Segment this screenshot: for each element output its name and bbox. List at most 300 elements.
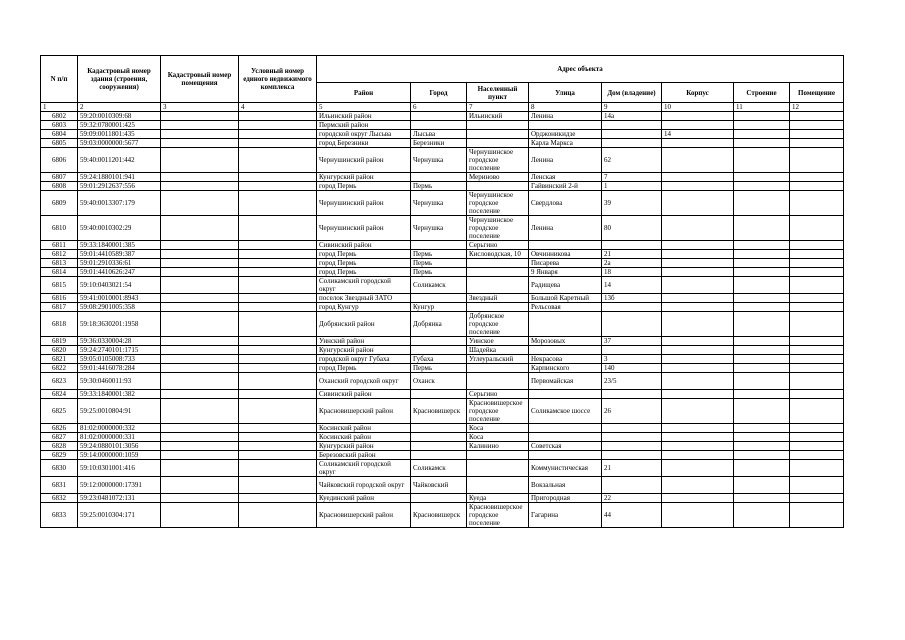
conditional-number-cell xyxy=(239,259,317,268)
stroenie-cell xyxy=(734,130,790,139)
cadastral-premises-cell xyxy=(161,216,239,241)
stroenie-cell xyxy=(734,355,790,364)
cadastral-premises-cell xyxy=(161,241,239,250)
house-cell xyxy=(602,346,662,355)
pomeshchenie-cell xyxy=(790,373,844,390)
table-row xyxy=(41,216,844,241)
house-cell xyxy=(602,424,662,433)
row-number-cell: 6805 xyxy=(41,139,78,148)
cadastral-premises-cell xyxy=(161,191,239,216)
house-cell: 14 xyxy=(602,277,662,294)
stroenie-cell xyxy=(734,139,790,148)
korpus-cell xyxy=(662,477,734,494)
korpus-cell xyxy=(662,451,734,460)
cadastral-building-cell: 59:10:0403021:54 xyxy=(78,277,161,294)
row-number-cell: 6821 xyxy=(41,355,78,364)
district-cell: Кунгурский район xyxy=(317,442,411,451)
conditional-number-cell xyxy=(239,494,317,503)
district-cell: городской округ Лысьва xyxy=(317,130,411,139)
row-number-cell: 6809 xyxy=(41,191,78,216)
column-number: 11 xyxy=(734,103,790,112)
city-cell: Красновишерск xyxy=(411,503,467,528)
house-cell xyxy=(602,121,662,130)
stroenie-cell xyxy=(734,182,790,191)
stroenie-cell xyxy=(734,433,790,442)
street-cell xyxy=(529,390,602,399)
street-cell: Гайвинский 2-й xyxy=(529,182,602,191)
conditional-number-cell xyxy=(239,337,317,346)
conditional-number-cell xyxy=(239,433,317,442)
city-cell: Добрянка xyxy=(411,312,467,337)
stroenie-cell xyxy=(734,460,790,477)
pomeshchenie-cell xyxy=(790,494,844,503)
table-row xyxy=(41,433,844,442)
table-row xyxy=(41,346,844,355)
row-number-cell: 6806 xyxy=(41,148,78,173)
stroenie-cell xyxy=(734,259,790,268)
header-korpus: Корпус xyxy=(662,83,734,103)
district-cell: Кунгурский район xyxy=(317,173,411,182)
cadastral-premises-cell xyxy=(161,390,239,399)
pomeshchenie-cell xyxy=(790,442,844,451)
house-cell: 13б xyxy=(602,294,662,303)
korpus-cell xyxy=(662,390,734,399)
city-cell: Соликамск xyxy=(411,460,467,477)
row-number-cell: 6804 xyxy=(41,130,78,139)
register-sheet xyxy=(40,55,844,528)
cadastral-premises-cell xyxy=(161,268,239,277)
row-number-cell: 6826 xyxy=(41,424,78,433)
house-cell: 21 xyxy=(602,250,662,259)
cadastral-building-cell: 59:18:3630201:1958 xyxy=(78,312,161,337)
settlement-cell: Калинино xyxy=(467,442,529,451)
row-number-cell: 6825 xyxy=(41,399,78,424)
stroenie-cell xyxy=(734,390,790,399)
row-number-cell: 6814 xyxy=(41,268,78,277)
cadastral-premises-cell xyxy=(161,121,239,130)
pomeshchenie-cell xyxy=(790,112,844,121)
street-cell: Овчинникова xyxy=(529,250,602,259)
street-cell: Карла Маркса xyxy=(529,139,602,148)
row-number-cell: 6820 xyxy=(41,346,78,355)
stroenie-cell xyxy=(734,424,790,433)
table-row xyxy=(41,312,844,337)
settlement-cell xyxy=(467,277,529,294)
district-cell: Пермский район xyxy=(317,121,411,130)
cadastral-premises-cell xyxy=(161,433,239,442)
conditional-number-cell xyxy=(239,294,317,303)
korpus-cell xyxy=(662,399,734,424)
conditional-number-cell xyxy=(239,424,317,433)
district-cell: Оханский городской округ xyxy=(317,373,411,390)
street-cell: Морозовых xyxy=(529,337,602,346)
house-cell: 3 xyxy=(602,355,662,364)
cadastral-premises-cell xyxy=(161,364,239,373)
table-row xyxy=(41,182,844,191)
district-cell: Чернушинский район xyxy=(317,216,411,241)
pomeshchenie-cell xyxy=(790,390,844,399)
district-cell: Красновишерский район xyxy=(317,503,411,528)
conditional-number-cell xyxy=(239,250,317,259)
cadastral-premises-cell xyxy=(161,277,239,294)
district-cell: поселок Звездный ЗАТО xyxy=(317,294,411,303)
settlement-cell xyxy=(467,373,529,390)
settlement-cell: Чернушинское городское поселение xyxy=(467,148,529,173)
cadastral-premises-cell xyxy=(161,250,239,259)
cadastral-premises-cell xyxy=(161,460,239,477)
header-cadastral-premises: Кадастровый номер помещения xyxy=(161,56,239,103)
korpus-cell xyxy=(662,460,734,477)
settlement-cell: Коса xyxy=(467,433,529,442)
header-num: N п/п xyxy=(41,56,78,103)
settlement-cell xyxy=(467,259,529,268)
row-number-cell: 6819 xyxy=(41,337,78,346)
table-row xyxy=(41,460,844,477)
settlement-cell: Коса xyxy=(467,424,529,433)
conditional-number-cell xyxy=(239,191,317,216)
settlement-cell: Ильинский xyxy=(467,112,529,121)
district-cell: Добрянский район xyxy=(317,312,411,337)
settlement-cell: Чернушинское городское поселение xyxy=(467,216,529,241)
district-cell: Куединский район xyxy=(317,494,411,503)
city-cell xyxy=(411,433,467,442)
row-number-cell: 6828 xyxy=(41,442,78,451)
conditional-number-cell xyxy=(239,216,317,241)
stroenie-cell xyxy=(734,268,790,277)
street-cell xyxy=(529,346,602,355)
stroenie-cell xyxy=(734,503,790,528)
cadastral-premises-cell xyxy=(161,355,239,364)
cadastral-premises-cell xyxy=(161,182,239,191)
pomeshchenie-cell xyxy=(790,216,844,241)
settlement-cell xyxy=(467,451,529,460)
korpus-cell xyxy=(662,355,734,364)
cadastral-building-cell: 59:33:1840001:382 xyxy=(78,390,161,399)
street-cell: Свердлова xyxy=(529,191,602,216)
house-cell xyxy=(602,442,662,451)
korpus-cell xyxy=(662,303,734,312)
cadastral-premises-cell xyxy=(161,503,239,528)
row-number-cell: 6813 xyxy=(41,259,78,268)
street-cell: Вокзальная xyxy=(529,477,602,494)
cadastral-premises-cell xyxy=(161,139,239,148)
stroenie-cell xyxy=(734,442,790,451)
settlement-cell: Уинское xyxy=(467,337,529,346)
house-cell: 37 xyxy=(602,337,662,346)
table-row xyxy=(41,364,844,373)
district-cell: Сивинский район xyxy=(317,241,411,250)
district-cell: городской округ Губаха xyxy=(317,355,411,364)
settlement-cell: Мериново xyxy=(467,173,529,182)
house-cell: 26 xyxy=(602,399,662,424)
settlement-cell: Кисловодская, 10 xyxy=(467,250,529,259)
street-cell: Радищева xyxy=(529,277,602,294)
stroenie-cell xyxy=(734,148,790,173)
street-cell: Соликамское шоссе xyxy=(529,399,602,424)
district-cell: Соликамский городской округ xyxy=(317,277,411,294)
cadastral-premises-cell xyxy=(161,312,239,337)
row-number-cell: 6812 xyxy=(41,250,78,259)
settlement-cell: Красновишерское городское поселение xyxy=(467,399,529,424)
city-cell: Оханск xyxy=(411,373,467,390)
row-number-cell: 6823 xyxy=(41,373,78,390)
stroenie-cell xyxy=(734,277,790,294)
korpus-cell xyxy=(662,148,734,173)
district-cell: город Пермь xyxy=(317,182,411,191)
cadastral-building-cell: 59:03:0000000:5677 xyxy=(78,139,161,148)
house-cell xyxy=(602,477,662,494)
korpus-cell xyxy=(662,121,734,130)
korpus-cell xyxy=(662,503,734,528)
cadastral-premises-cell xyxy=(161,494,239,503)
street-cell xyxy=(529,424,602,433)
settlement-cell xyxy=(467,303,529,312)
city-cell: Кунгур xyxy=(411,303,467,312)
column-number: 3 xyxy=(161,103,239,112)
conditional-number-cell xyxy=(239,451,317,460)
house-cell: 18 xyxy=(602,268,662,277)
row-number-cell: 6811 xyxy=(41,241,78,250)
korpus-cell xyxy=(662,277,734,294)
korpus-cell xyxy=(662,173,734,182)
cadastral-building-cell: 59:25:0010304:171 xyxy=(78,503,161,528)
cadastral-building-cell: 59:24:1880101:941 xyxy=(78,173,161,182)
conditional-number-cell xyxy=(239,460,317,477)
city-cell: Чернушка xyxy=(411,191,467,216)
city-cell: Пермь xyxy=(411,182,467,191)
settlement-cell: Шадейка xyxy=(467,346,529,355)
stroenie-cell xyxy=(734,312,790,337)
pomeshchenie-cell xyxy=(790,191,844,216)
district-cell: Чайковский городской округ xyxy=(317,477,411,494)
street-cell: Советская xyxy=(529,442,602,451)
settlement-cell xyxy=(467,139,529,148)
cadastral-building-cell: 59:40:0010302:29 xyxy=(78,216,161,241)
street-cell: Гагарина xyxy=(529,503,602,528)
stroenie-cell xyxy=(734,477,790,494)
row-number-cell: 6832 xyxy=(41,494,78,503)
conditional-number-cell xyxy=(239,121,317,130)
street-cell: Ленина xyxy=(529,216,602,241)
korpus-cell: 14 xyxy=(662,130,734,139)
pomeshchenie-cell xyxy=(790,173,844,182)
cadastral-building-cell: 59:23:0481072:131 xyxy=(78,494,161,503)
cadastral-building-cell: 59:40:0011201:442 xyxy=(78,148,161,173)
cadastral-building-cell: 59:32:0780001:425 xyxy=(78,121,161,130)
korpus-cell xyxy=(662,494,734,503)
stroenie-cell xyxy=(734,216,790,241)
conditional-number-cell xyxy=(239,268,317,277)
table-row xyxy=(41,173,844,182)
city-cell: Губаха xyxy=(411,355,467,364)
table-row xyxy=(41,477,844,494)
house-cell: 14а xyxy=(602,112,662,121)
conditional-number-cell xyxy=(239,148,317,173)
pomeshchenie-cell xyxy=(790,139,844,148)
header-house: Дом (владение) xyxy=(602,83,662,103)
conditional-number-cell xyxy=(239,182,317,191)
pomeshchenie-cell xyxy=(790,346,844,355)
house-cell xyxy=(602,451,662,460)
column-number: 1 xyxy=(41,103,78,112)
conditional-number-cell xyxy=(239,364,317,373)
house-cell: 1 xyxy=(602,182,662,191)
column-number: 5 xyxy=(317,103,411,112)
street-cell xyxy=(529,312,602,337)
pomeshchenie-cell xyxy=(790,460,844,477)
house-cell: 22 xyxy=(602,494,662,503)
register-body xyxy=(41,112,844,528)
city-cell: Пермь xyxy=(411,259,467,268)
settlement-cell: Красновишерское городское поселение xyxy=(467,503,529,528)
street-cell: Ленская xyxy=(529,173,602,182)
stroenie-cell xyxy=(734,241,790,250)
street-cell: Писарева xyxy=(529,259,602,268)
city-cell: Чернушка xyxy=(411,216,467,241)
table-row xyxy=(41,268,844,277)
header-street: Улица xyxy=(529,83,602,103)
city-cell xyxy=(411,390,467,399)
column-number: 2 xyxy=(78,103,161,112)
house-cell: 80 xyxy=(602,216,662,241)
row-number-cell: 6802 xyxy=(41,112,78,121)
table-row xyxy=(41,337,844,346)
street-cell: Ленина xyxy=(529,148,602,173)
house-cell: 23/5 xyxy=(602,373,662,390)
conditional-number-cell xyxy=(239,112,317,121)
table-row xyxy=(41,494,844,503)
cadastral-building-cell: 59:24:2740101:1715 xyxy=(78,346,161,355)
korpus-cell xyxy=(662,139,734,148)
stroenie-cell xyxy=(734,494,790,503)
pomeshchenie-cell xyxy=(790,130,844,139)
city-cell: Пермь xyxy=(411,250,467,259)
pomeshchenie-cell xyxy=(790,241,844,250)
table-row xyxy=(41,191,844,216)
settlement-cell: Куеда xyxy=(467,494,529,503)
district-cell: Косинский район xyxy=(317,424,411,433)
house-cell xyxy=(602,433,662,442)
city-cell: Чайковский xyxy=(411,477,467,494)
house-cell: 7 xyxy=(602,173,662,182)
cadastral-premises-cell xyxy=(161,337,239,346)
street-cell xyxy=(529,241,602,250)
cadastral-building-cell: 59:01:2912637:556 xyxy=(78,182,161,191)
pomeshchenie-cell xyxy=(790,121,844,130)
table-row xyxy=(41,399,844,424)
column-number: 6 xyxy=(411,103,467,112)
city-cell xyxy=(411,442,467,451)
korpus-cell xyxy=(662,312,734,337)
row-number-cell: 6817 xyxy=(41,303,78,312)
korpus-cell xyxy=(662,216,734,241)
table-row xyxy=(41,112,844,121)
column-number: 8 xyxy=(529,103,602,112)
table-row xyxy=(41,139,844,148)
city-cell: Березники xyxy=(411,139,467,148)
conditional-number-cell xyxy=(239,442,317,451)
cadastral-premises-cell xyxy=(161,173,239,182)
korpus-cell xyxy=(662,191,734,216)
district-cell: город Кунгур xyxy=(317,303,411,312)
pomeshchenie-cell xyxy=(790,355,844,364)
conditional-number-cell xyxy=(239,241,317,250)
cadastral-building-cell: 59:41:0010001:8943 xyxy=(78,294,161,303)
street-cell: Карпинского xyxy=(529,364,602,373)
city-cell xyxy=(411,173,467,182)
district-cell: город Березники xyxy=(317,139,411,148)
cadastral-premises-cell xyxy=(161,477,239,494)
settlement-cell xyxy=(467,268,529,277)
row-number-cell: 6818 xyxy=(41,312,78,337)
row-number-cell: 6810 xyxy=(41,216,78,241)
row-number-cell: 6822 xyxy=(41,364,78,373)
street-cell: Первомайская xyxy=(529,373,602,390)
column-number: 4 xyxy=(239,103,317,112)
cadastral-premises-cell xyxy=(161,259,239,268)
district-cell: Кунгурский район xyxy=(317,346,411,355)
table-row xyxy=(41,130,844,139)
district-cell: Соликамский городской округ xyxy=(317,460,411,477)
conditional-number-cell xyxy=(239,390,317,399)
house-cell: 21 xyxy=(602,460,662,477)
column-number: 12 xyxy=(790,103,844,112)
pomeshchenie-cell xyxy=(790,182,844,191)
table-row xyxy=(41,424,844,433)
settlement-cell xyxy=(467,130,529,139)
property-register-table xyxy=(40,55,844,528)
street-cell: Пригородная xyxy=(529,494,602,503)
street-cell: Большой Каретный xyxy=(529,294,602,303)
table-row xyxy=(41,442,844,451)
table-row xyxy=(41,303,844,312)
settlement-cell: Углеуральский xyxy=(467,355,529,364)
stroenie-cell xyxy=(734,364,790,373)
table-row xyxy=(41,451,844,460)
street-cell: Ленина xyxy=(529,112,602,121)
pomeshchenie-cell xyxy=(790,277,844,294)
conditional-number-cell xyxy=(239,303,317,312)
cadastral-premises-cell xyxy=(161,346,239,355)
house-cell: 39 xyxy=(602,191,662,216)
conditional-number-cell xyxy=(239,355,317,364)
row-number-cell: 6833 xyxy=(41,503,78,528)
district-cell: город Пермь xyxy=(317,250,411,259)
street-cell xyxy=(529,433,602,442)
district-cell: Косинский район xyxy=(317,433,411,442)
cadastral-building-cell: 59:01:4416078:284 xyxy=(78,364,161,373)
row-number-cell: 6830 xyxy=(41,460,78,477)
house-cell xyxy=(602,241,662,250)
korpus-cell xyxy=(662,259,734,268)
district-cell: город Пермь xyxy=(317,268,411,277)
city-cell: Пермь xyxy=(411,268,467,277)
table-row xyxy=(41,390,844,399)
stroenie-cell xyxy=(734,112,790,121)
house-cell xyxy=(602,390,662,399)
cadastral-premises-cell xyxy=(161,294,239,303)
row-number-cell: 6824 xyxy=(41,390,78,399)
pomeshchenie-cell xyxy=(790,337,844,346)
header-settlement: Населенный пункт xyxy=(467,83,529,103)
conditional-number-cell xyxy=(239,139,317,148)
city-cell xyxy=(411,112,467,121)
street-cell xyxy=(529,451,602,460)
settlement-cell: Серьгино xyxy=(467,390,529,399)
table-row xyxy=(41,250,844,259)
pomeshchenie-cell xyxy=(790,399,844,424)
korpus-cell xyxy=(662,364,734,373)
